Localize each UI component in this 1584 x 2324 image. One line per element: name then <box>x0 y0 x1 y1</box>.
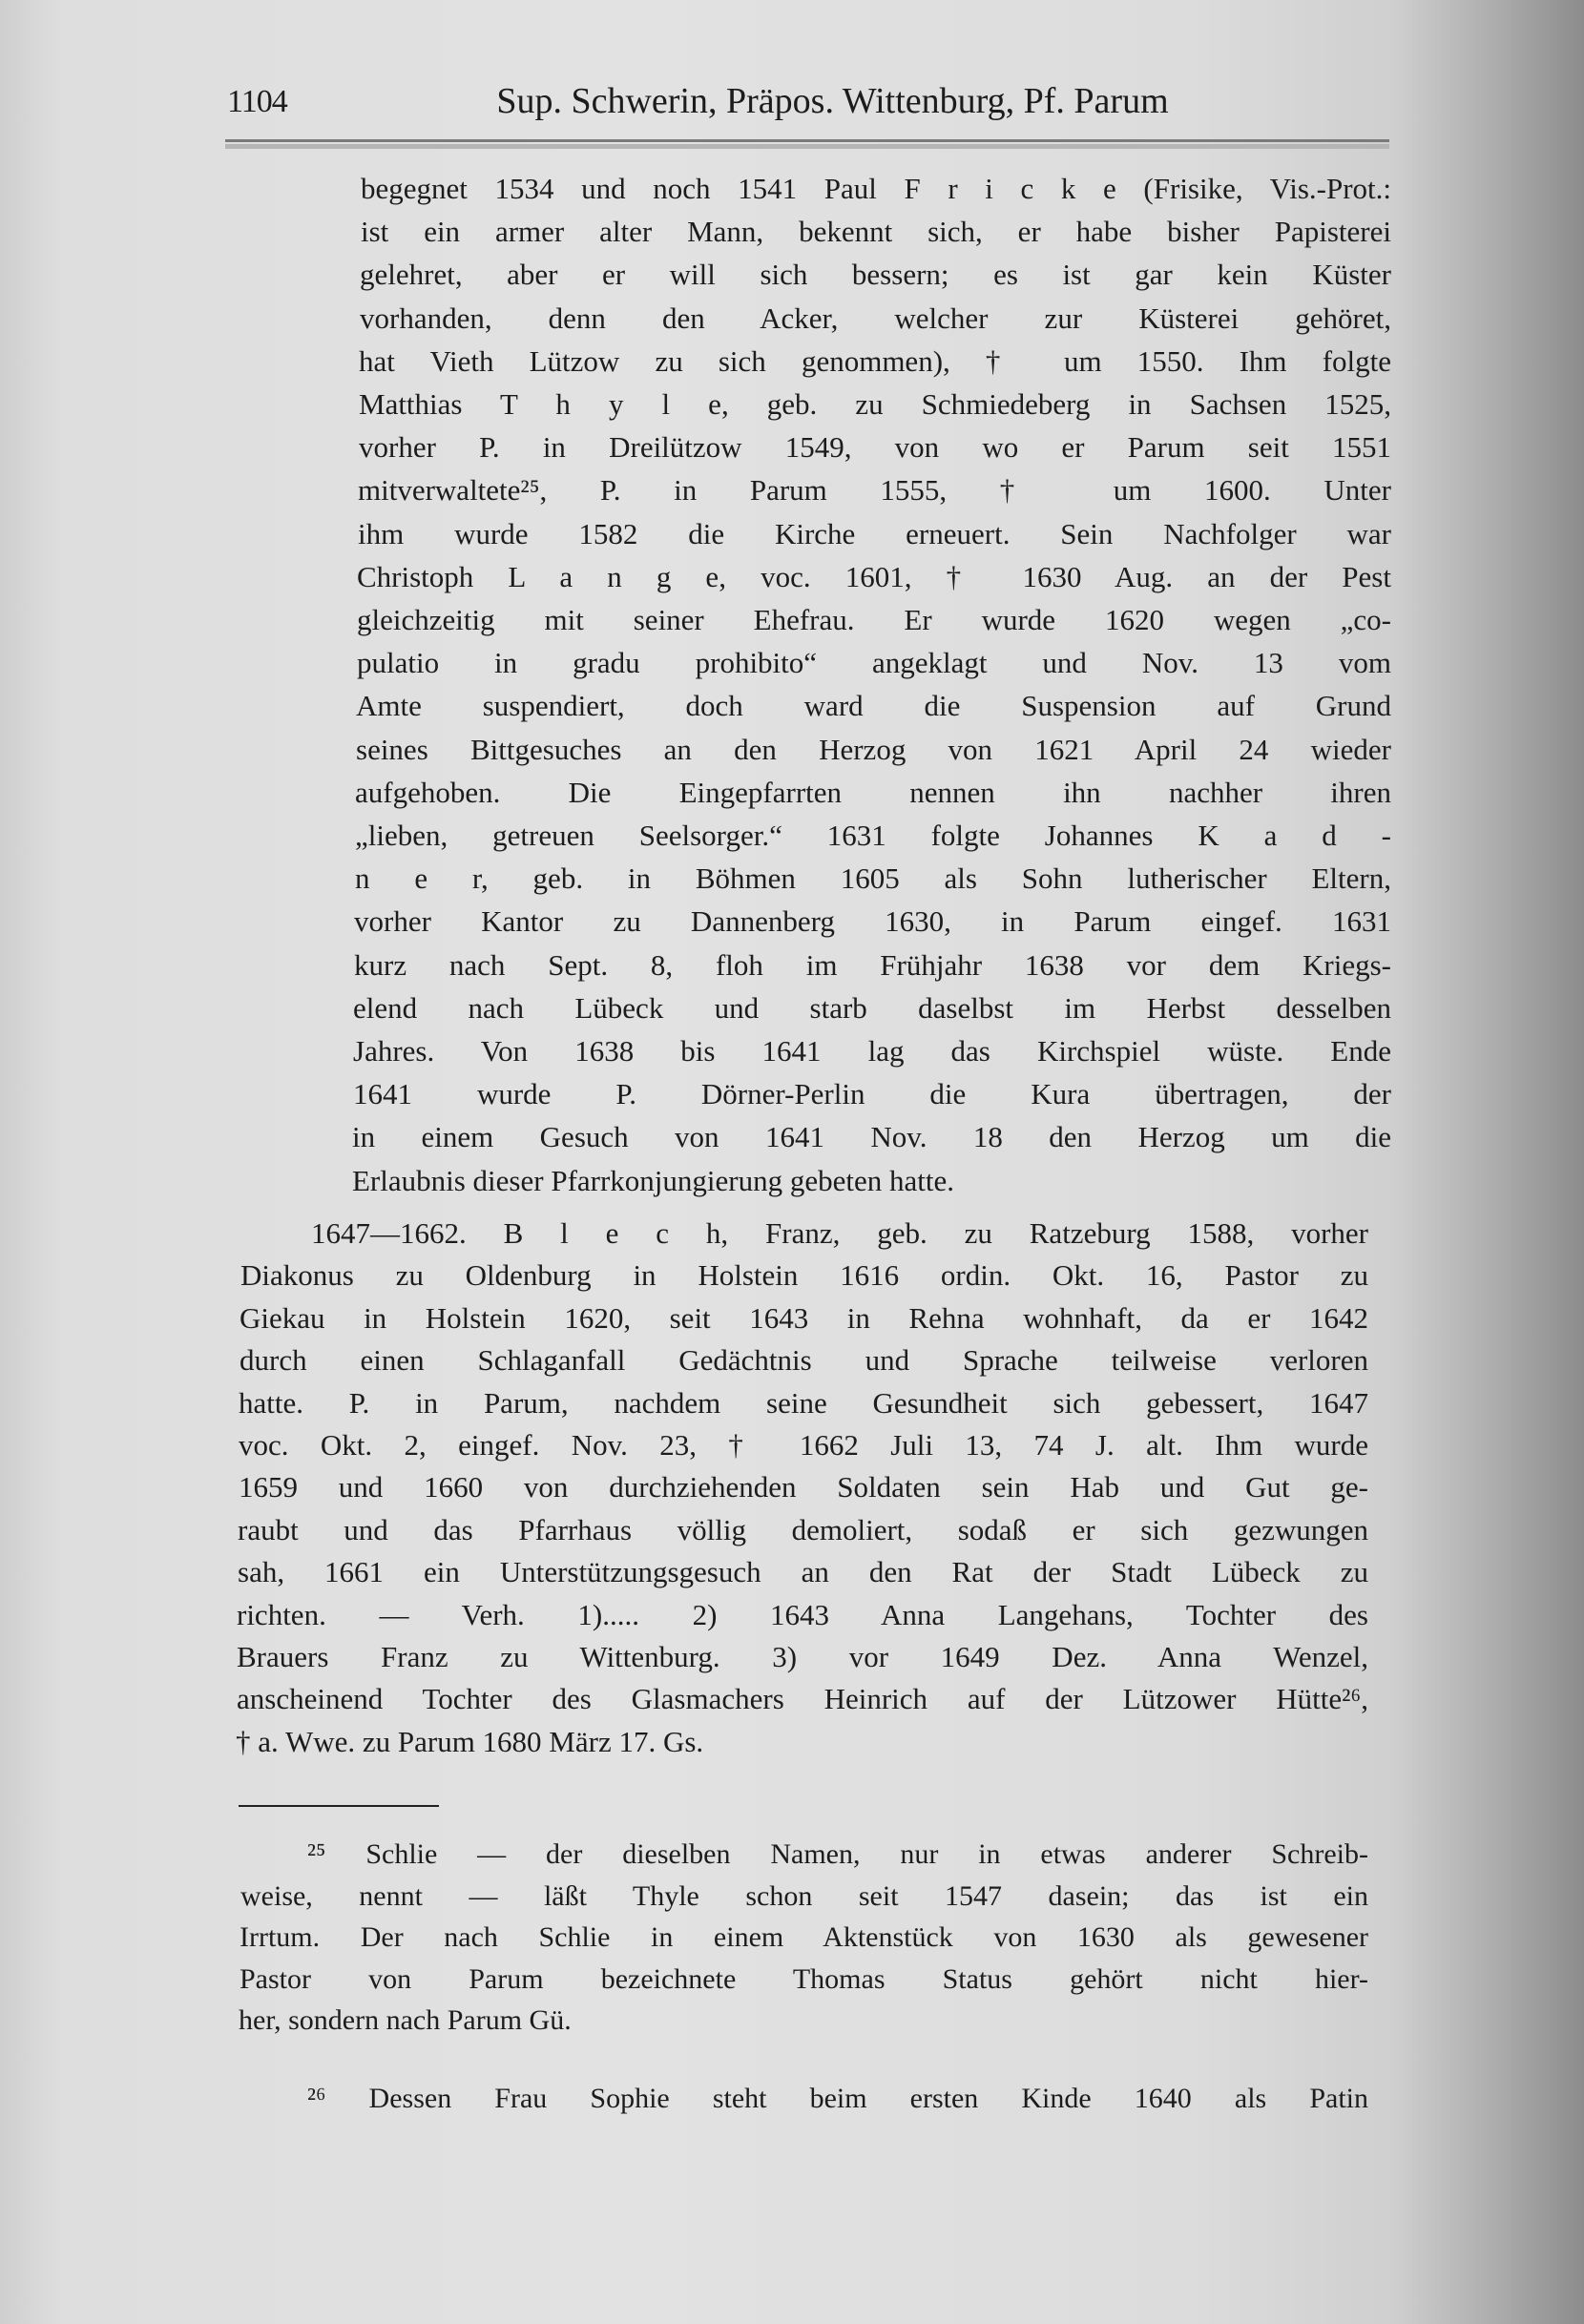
text-line: her, sondern nach Parum Gü. <box>239 2004 572 2036</box>
footnote-rule <box>239 1805 439 1807</box>
text-line: hat Vieth Lützow zu sich genommen), † um 1550. Ihm folgte <box>359 343 1391 378</box>
text-line: voc. Okt. 2, eingef. Nov. 23, † 1662 Juli 13, 74 J. alt. Ihm wurde <box>239 1428 1368 1462</box>
text-line: gelehret, aber er will sich bessern; es ist gar kein Küster <box>360 258 1391 292</box>
text-line: richten. — Verh. 1)..... 2) 1643 Anna Langehans, Tochter des <box>237 1597 1368 1631</box>
text-line: durch einen Schlaganfall Gedächtnis und Sprache teilweise verloren <box>240 1343 1368 1378</box>
text-line: gleichzeitig mit seiner Ehefrau. Er wurde 1620 wegen „co- <box>357 603 1391 636</box>
text-line: n e r, geb. in Böhmen 1605 als Sohn lutherischer Eltern, <box>355 861 1391 896</box>
text-line: ²⁵ Schlie — der dieselben Namen, nur in etwas anderer Schreib- <box>307 1838 1368 1870</box>
text-line: anscheinend Tochter des Glasmachers Heinrich auf der Lützower Hütte²⁶, <box>237 1682 1368 1716</box>
text-line: 1659 und 1660 von durchziehenden Soldaten sein Hab und Gut ge- <box>239 1470 1368 1504</box>
text-line: ihm wurde 1582 die Kirche erneuert. Sein Nachfolger war <box>358 516 1391 550</box>
text-line: Jahres. Von 1638 bis 1641 lag das Kirchspiel wüste. Ende <box>353 1034 1391 1068</box>
running-title: Sup. Schwerin, Präpos. Wittenburg, Pf. Parum <box>496 81 1169 121</box>
text-line: elend nach Lübeck und starb daselbst im Herbst desselben <box>353 990 1391 1025</box>
text-line: 1641 wurde P. Dörner-Perlin die Kura übertragen, der <box>353 1077 1391 1111</box>
text-line: vorhanden, denn den Acker, welcher zur Küsterei gehöret, <box>360 301 1391 335</box>
text-line: seines Bittgesuches an den Herzog von 1621 April 24 wieder <box>356 732 1391 766</box>
text-line: Christoph L a n g e, voc. 1601, † 1630 Aug. an der Pest <box>357 559 1391 593</box>
text-line: aufgehoben. Die Eingepfarrten nennen ihn nachher ihren <box>355 775 1391 809</box>
text-line: Pastor von Parum bezeichnete Thomas Status gehört nicht hier- <box>240 1962 1368 1995</box>
text-line: mitverwaltete²⁵, P. in Parum 1555, † um 1600. Unter <box>358 473 1391 508</box>
text-line: hatte. P. in Parum, nachdem seine Gesundheit sich gebessert, 1647 <box>239 1385 1368 1420</box>
text-line: kurz nach Sept. 8, floh im Frühjahr 1638 vor dem Kriegs- <box>354 947 1391 982</box>
text-line: ist ein armer alter Mann, bekennt sich, er habe bisher Papisterei <box>361 215 1391 249</box>
text-line: Erlaubnis dieser Pfarrkonjungierung gebeten hatte. <box>352 1163 954 1197</box>
text-line: Giekau in Holstein 1620, seit 1643 in Rehna wohnhaft, da er 1642 <box>240 1300 1368 1335</box>
text-line: pulatio in gradu prohibito“ angeklagt und Nov. 13 vom <box>357 646 1391 680</box>
text-line: vorher P. in Dreilützow 1549, von wo er Parum seit 1551 <box>359 430 1391 465</box>
text-line: begegnet 1534 und noch 1541 Paul F r i c k e (Frisike, Vis.-Prot.: <box>361 172 1391 205</box>
page-number: 1104 <box>227 84 287 119</box>
text-line: Amte suspendiert, doch ward die Suspension auf Grund <box>356 689 1391 723</box>
text-line: raubt und das Pfarrhaus völlig demoliert, sodaß er sich gezwungen <box>238 1512 1368 1546</box>
text-line: in einem Gesuch von 1641 Nov. 18 den Herzog um die <box>352 1120 1391 1154</box>
text-line: „lieben, getreuen Seelsorger.“ 1631 folgte Johannes K a d - <box>355 819 1391 852</box>
text-line: 1647—1662. B l e c h, Franz, geb. zu Ratzeburg 1588, vorher <box>311 1216 1368 1250</box>
text-line: Irrtum. Der nach Schlie in einem Aktenstück von 1630 als gewesener <box>240 1921 1368 1953</box>
text-line: ²⁶ Dessen Frau Sophie steht beim ersten Kinde 1640 als Patin <box>307 2083 1368 2114</box>
text-line: weise, nennt — läßt Thyle schon seit 1547 dasein; das ist ein <box>240 1879 1368 1912</box>
text-line: sah, 1661 ein Unterstützungsgesuch an den Rat der Stadt Lübeck zu <box>238 1555 1368 1589</box>
header-rule <box>225 139 1389 142</box>
text-line: † a. Wwe. zu Parum 1680 März 17. Gs. <box>236 1724 704 1758</box>
header-rule-shadow <box>225 144 1389 149</box>
text-line: Brauers Franz zu Wittenburg. 3) vor 1649 Dez. Anna Wenzel, <box>237 1640 1368 1673</box>
text-line: Matthias T h y l e, geb. zu Schmiedeberg in Sachsen 1525, <box>359 387 1391 421</box>
text-line: vorher Kantor zu Dannenberg 1630, in Parum eingef. 1631 <box>354 904 1391 939</box>
text-line: Diakonus zu Oldenburg in Holstein 1616 ordin. Okt. 16, Pastor zu <box>240 1258 1368 1293</box>
